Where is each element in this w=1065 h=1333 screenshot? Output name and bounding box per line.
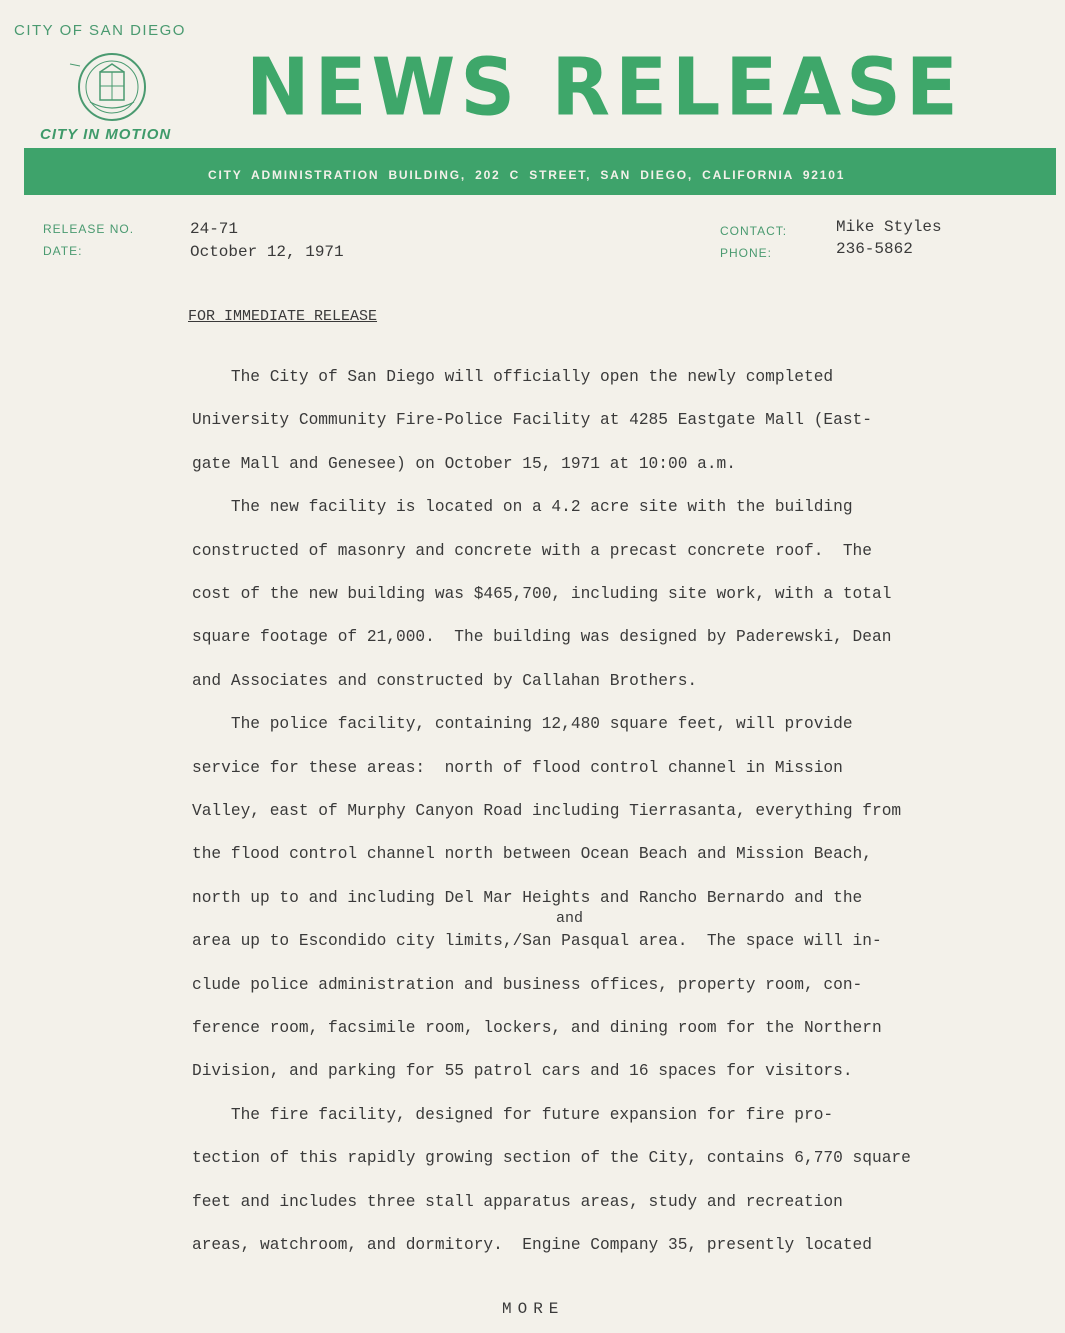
- phone-label: PHONE:: [720, 246, 773, 260]
- release-no-label: RELEASE NO.: [43, 222, 135, 236]
- date-value: October 12, 1971: [190, 243, 344, 261]
- body-line: Division, and parking for 55 patrol cars and 16 spaces for visitors.: [192, 1062, 853, 1080]
- body-line: area up to Escondido city limits,/San Pasqual area. The space will in-: [192, 932, 882, 950]
- address-text: CITY ADMINISTRATION BUILDING, 202 C STREET, SAN DIEGO, CALIFORNIA 92101: [208, 168, 846, 182]
- contact-label: CONTACT:: [720, 224, 788, 238]
- release-no-value: 24-71: [190, 220, 239, 238]
- city-name: CITY OF SAN DIEGO: [14, 22, 186, 39]
- body-line: cost of the new building was $465,700, including site work, with a total: [192, 585, 892, 603]
- interlinear-insert: and: [556, 910, 584, 927]
- more-footer: MORE: [502, 1300, 565, 1318]
- body-line: constructed of masonry and concrete with a precast concrete roof. The: [192, 542, 872, 560]
- phone-value: 236-5862: [836, 240, 913, 258]
- body-line: gate Mall and Genesee) on October 15, 1971 at 10:00 a.m.: [192, 455, 736, 473]
- masthead-title: NEWS RELEASE: [246, 40, 963, 134]
- body-line: square footage of 21,000. The building was designed by Paderewski, Dean: [192, 628, 892, 646]
- body-line: tection of this rapidly growing section of the City, contains 6,770 square: [192, 1149, 911, 1167]
- body-line: The new facility is located on a 4.2 acre site with the building: [192, 498, 853, 516]
- contact-value: Mike Styles: [836, 218, 942, 236]
- body-line: and Associates and constructed by Callahan Brothers.: [192, 672, 698, 690]
- body-line: The police facility, containing 12,480 square feet, will provide: [192, 715, 853, 733]
- body-line: service for these areas: north of flood control channel in Mission: [192, 759, 843, 777]
- body-line: The fire facility, designed for future expansion for fire pro-: [192, 1106, 834, 1124]
- body-line: feet and includes three stall apparatus areas, study and recreation: [192, 1193, 843, 1211]
- body-line: The City of San Diego will officially open the newly completed: [192, 368, 834, 386]
- body-line: the flood control channel north between Ocean Beach and Mission Beach,: [192, 845, 872, 863]
- date-label: DATE:: [43, 244, 83, 258]
- motto: CITY IN MOTION: [40, 126, 172, 143]
- body-line: clude police administration and business offices, property room, con-: [192, 976, 863, 994]
- city-seal-icon: [68, 52, 156, 122]
- body-line: north up to and including Del Mar Heights and Rancho Bernardo and the: [192, 889, 863, 907]
- release-heading: FOR IMMEDIATE RELEASE: [188, 308, 378, 325]
- body-line: areas, watchroom, and dormitory. Engine Company 35, presently located: [192, 1236, 872, 1254]
- body-line: ference room, facsimile room, lockers, and dining room for the Northern: [192, 1019, 882, 1037]
- body-line: Valley, east of Murphy Canyon Road including Tierrasanta, everything from: [192, 802, 902, 820]
- body-line: University Community Fire-Police Facility at 4285 Eastgate Mall (East-: [192, 411, 872, 429]
